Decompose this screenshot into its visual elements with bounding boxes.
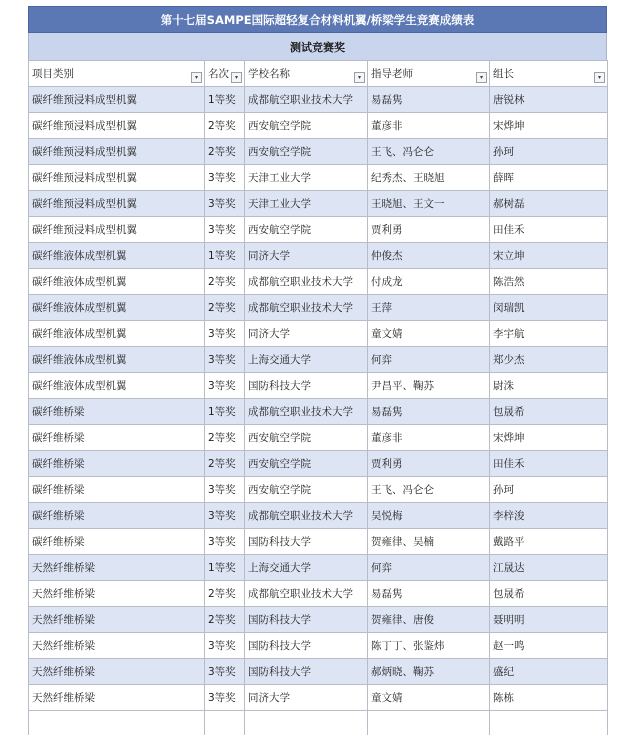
cell-school[interactable]: 成都航空职业技术大学 [245,503,368,529]
cell-advisor[interactable]: 易磊隽 [368,87,490,113]
cell-rank[interactable]: 2等奖 [205,581,245,607]
cell-advisor[interactable]: 贺雍律、吴楠 [368,529,490,555]
cell-category[interactable]: 碳纤维桥梁 [29,451,205,477]
cell-school[interactable]: 国防科技大学 [245,659,368,685]
table-row [29,295,608,321]
cell-leader[interactable]: 郝树磊 [490,191,608,217]
cell-advisor[interactable]: 贾利勇 [368,217,490,243]
cell-advisor[interactable]: 王飞、冯仑仑 [368,477,490,503]
cell-school[interactable]: 西安航空学院 [245,217,368,243]
table-row [29,347,608,373]
cell-advisor[interactable]: 仲俊杰 [368,243,490,269]
cell-advisor[interactable]: 贾利勇 [368,451,490,477]
empty-cell[interactable] [205,711,245,735]
header-rank [205,61,245,87]
cell-rank[interactable]: 1等奖 [205,399,245,425]
cell-school[interactable]: 上海交通大学 [245,347,368,373]
cell-advisor[interactable]: 董彦非 [368,113,490,139]
cell-rank[interactable]: 3等奖 [205,373,245,399]
cell-leader[interactable]: 孙珂 [490,139,608,165]
table-row [29,373,608,399]
cell-category[interactable]: 碳纤维桥梁 [29,529,205,555]
cell-school[interactable]: 国防科技大学 [245,529,368,555]
cell-advisor[interactable]: 何弈 [368,555,490,581]
cell-leader[interactable]: 陈栋 [490,685,608,711]
cell-school[interactable]: 成都航空职业技术大学 [245,399,368,425]
table-row [29,87,608,113]
cell-leader[interactable]: 宋立坤 [490,243,608,269]
cell-advisor[interactable]: 王萍 [368,295,490,321]
filter-dropdown-icon[interactable]: ▾ [191,72,202,83]
header-advisor-label: 指导老师 [371,68,413,80]
cell-rank[interactable]: 2等奖 [205,139,245,165]
table-row [29,191,608,217]
cell-leader[interactable]: 赵一鸣 [490,633,608,659]
header-category-label: 项目类别 [32,68,74,80]
cell-leader[interactable]: 江晟达 [490,555,608,581]
cell-advisor[interactable]: 童文婧 [368,685,490,711]
cell-category[interactable]: 碳纤维预浸料成型机翼 [29,165,205,191]
cell-school[interactable]: 成都航空职业技术大学 [245,87,368,113]
cell-school[interactable]: 西安航空学院 [245,451,368,477]
cell-category[interactable]: 碳纤维桥梁 [29,477,205,503]
cell-category[interactable]: 碳纤维液体成型机翼 [29,243,205,269]
cell-school[interactable]: 成都航空职业技术大学 [245,269,368,295]
cell-leader[interactable]: 郑少杰 [490,347,608,373]
filter-dropdown-icon[interactable]: ▾ [594,72,605,83]
cell-leader[interactable]: 田佳禾 [490,217,608,243]
cell-category[interactable]: 碳纤维桥梁 [29,399,205,425]
cell-school[interactable]: 成都航空职业技术大学 [245,581,368,607]
header-advisor [368,61,490,87]
cell-category[interactable]: 碳纤维液体成型机翼 [29,347,205,373]
cell-category[interactable]: 天然纤维桥梁 [29,659,205,685]
cell-leader[interactable]: 宋烨坤 [490,113,608,139]
cell-category[interactable]: 碳纤维液体成型机翼 [29,373,205,399]
cell-school[interactable]: 国防科技大学 [245,607,368,633]
header-rank-label: 名次 [208,68,229,80]
cell-category[interactable]: 碳纤维液体成型机翼 [29,295,205,321]
cell-school[interactable]: 上海交通大学 [245,555,368,581]
cell-rank[interactable]: 3等奖 [205,191,245,217]
filter-dropdown-icon[interactable]: ▾ [354,72,365,83]
cell-rank[interactable]: 3等奖 [205,321,245,347]
cell-leader[interactable]: 李宇航 [490,321,608,347]
cell-category[interactable]: 天然纤维桥梁 [29,607,205,633]
cell-rank[interactable]: 3等奖 [205,685,245,711]
cell-leader[interactable]: 盛纪 [490,659,608,685]
cell-category[interactable]: 天然纤维桥梁 [29,685,205,711]
cell-school[interactable]: 同济大学 [245,243,368,269]
cell-rank[interactable]: 3等奖 [205,477,245,503]
cell-rank[interactable]: 3等奖 [205,633,245,659]
table-row [29,633,608,659]
table-row [29,113,608,139]
table-row [29,659,608,685]
table-row [29,217,608,243]
cell-leader[interactable]: 尉洙 [490,373,608,399]
cell-rank[interactable]: 1等奖 [205,243,245,269]
table-row [29,451,608,477]
cell-advisor[interactable]: 尹昌平、鞠苏 [368,373,490,399]
cell-advisor[interactable]: 陈丁丁、张鉴炜 [368,633,490,659]
cell-category[interactable]: 碳纤维液体成型机翼 [29,269,205,295]
sheet-subtitle: 测试竞赛奖 [28,33,607,60]
cell-advisor[interactable]: 易磊隽 [368,399,490,425]
cell-category[interactable]: 天然纤维桥梁 [29,555,205,581]
table-row [29,607,608,633]
table-row [29,165,608,191]
cell-school[interactable]: 天津工业大学 [245,191,368,217]
cell-category[interactable]: 碳纤维液体成型机翼 [29,321,205,347]
cell-category[interactable]: 碳纤维桥梁 [29,503,205,529]
cell-school[interactable]: 同济大学 [245,685,368,711]
table-row [29,685,608,711]
cell-advisor[interactable]: 易磊隽 [368,581,490,607]
cell-category[interactable]: 碳纤维桥梁 [29,425,205,451]
table-row [29,529,608,555]
header-school [245,61,368,87]
table-row [29,503,608,529]
header-category [29,61,205,87]
cell-advisor[interactable]: 童文婧 [368,321,490,347]
filter-dropdown-icon[interactable]: ▾ [231,72,242,83]
cell-advisor[interactable]: 贺雍律、唐俊 [368,607,490,633]
cell-rank[interactable]: 2等奖 [205,451,245,477]
cell-rank[interactable]: 2等奖 [205,295,245,321]
table-row [29,269,608,295]
cell-rank[interactable]: 3等奖 [205,217,245,243]
cell-school[interactable]: 成都航空职业技术大学 [245,295,368,321]
cell-leader[interactable]: 薛晖 [490,165,608,191]
cell-leader[interactable]: 孙珂 [490,477,608,503]
cell-school[interactable]: 西安航空学院 [245,425,368,451]
cell-rank[interactable]: 3等奖 [205,347,245,373]
header-leader [490,61,608,87]
cell-advisor[interactable]: 吴悦梅 [368,503,490,529]
cell-rank[interactable]: 3等奖 [205,165,245,191]
cell-leader[interactable]: 闵瑞凯 [490,295,608,321]
cell-rank[interactable]: 1等奖 [205,87,245,113]
table-row [29,581,608,607]
cell-leader[interactable]: 田佳禾 [490,451,608,477]
empty-cell[interactable] [490,711,608,735]
empty-row [29,711,608,735]
results-table [28,60,608,735]
cell-leader[interactable]: 包晟希 [490,581,608,607]
cell-category[interactable]: 碳纤维预浸料成型机翼 [29,113,205,139]
cell-rank[interactable]: 2等奖 [205,269,245,295]
table-row [29,399,608,425]
results-sheet [28,6,607,735]
cell-advisor[interactable]: 付成龙 [368,269,490,295]
cell-rank[interactable]: 3等奖 [205,529,245,555]
cell-leader[interactable]: 陈浩然 [490,269,608,295]
cell-category[interactable]: 天然纤维桥梁 [29,633,205,659]
sheet-title: 第十七届SAMPE国际超轻复合材料机翼/桥梁学生竞赛成绩表 [28,6,607,33]
table-row [29,555,608,581]
header-school-label: 学校名称 [248,68,290,80]
cell-leader[interactable]: 聂明明 [490,607,608,633]
cell-leader[interactable]: 包晟希 [490,399,608,425]
cell-category[interactable]: 碳纤维预浸料成型机翼 [29,191,205,217]
cell-rank[interactable]: 2等奖 [205,607,245,633]
cell-leader[interactable]: 唐锐林 [490,87,608,113]
cell-leader[interactable]: 戴路平 [490,529,608,555]
cell-school[interactable]: 天津工业大学 [245,165,368,191]
cell-rank[interactable]: 3等奖 [205,503,245,529]
cell-advisor[interactable]: 何弈 [368,347,490,373]
cell-rank[interactable]: 2等奖 [205,425,245,451]
cell-category[interactable]: 碳纤维预浸料成型机翼 [29,217,205,243]
header-row [29,61,608,87]
cell-school[interactable]: 国防科技大学 [245,633,368,659]
cell-advisor[interactable]: 郝炳晓、鞠苏 [368,659,490,685]
header-leader-label: 组长 [493,68,514,80]
table-row [29,139,608,165]
cell-category[interactable]: 碳纤维预浸料成型机翼 [29,139,205,165]
cell-advisor[interactable]: 董彦非 [368,425,490,451]
cell-school[interactable]: 同济大学 [245,321,368,347]
cell-category[interactable]: 天然纤维桥梁 [29,581,205,607]
cell-school[interactable]: 国防科技大学 [245,373,368,399]
cell-advisor[interactable]: 王飞、冯仑仑 [368,139,490,165]
empty-cell[interactable] [245,711,368,735]
cell-rank[interactable]: 2等奖 [205,113,245,139]
empty-cell[interactable] [368,711,490,735]
cell-advisor[interactable]: 纪秀杰、王晓旭 [368,165,490,191]
cell-advisor[interactable]: 王晓旭、王文一 [368,191,490,217]
cell-school[interactable]: 西安航空学院 [245,113,368,139]
cell-category[interactable]: 碳纤维预浸料成型机翼 [29,87,205,113]
empty-cell[interactable] [29,711,205,735]
table-row [29,243,608,269]
cell-leader[interactable]: 宋烨坤 [490,425,608,451]
cell-school[interactable]: 西安航空学院 [245,139,368,165]
filter-dropdown-icon[interactable]: ▾ [476,72,487,83]
table-row [29,321,608,347]
cell-rank[interactable]: 3等奖 [205,659,245,685]
cell-school[interactable]: 西安航空学院 [245,477,368,503]
cell-leader[interactable]: 李梓浚 [490,503,608,529]
table-row [29,477,608,503]
cell-rank[interactable]: 1等奖 [205,555,245,581]
table-row [29,425,608,451]
